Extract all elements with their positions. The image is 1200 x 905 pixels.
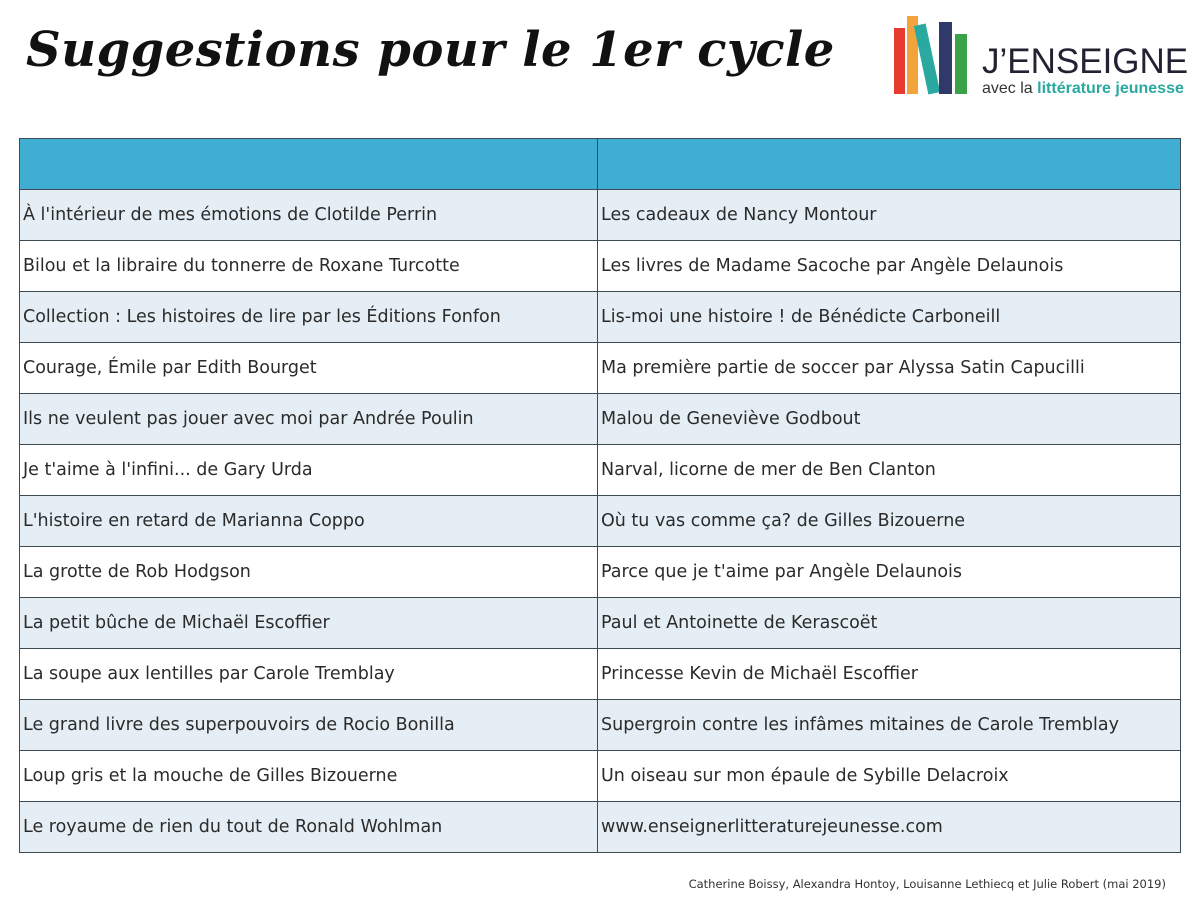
table-row xyxy=(20,394,1181,445)
table-row xyxy=(20,445,1181,496)
logo-tagline xyxy=(982,80,1184,98)
book-title-left: Courage, Émile par Edith Bourget xyxy=(20,343,598,394)
book-title-right: Ma première partie de soccer par Alyssa Satin Capucilli xyxy=(598,343,1181,394)
book-title-right: Narval, licorne de mer de Ben Clanton xyxy=(598,445,1181,496)
book-title-right: Supergroin contre les infâmes mitaines de Carole Tremblay xyxy=(598,700,1181,751)
book-title-right: Lis-moi une histoire ! de Bénédicte Carboneill xyxy=(598,292,1181,343)
authors-credit: Catherine Boissy, Alexandra Hontoy, Louisanne Lethiecq et Julie Robert (mai 2019) xyxy=(688,877,1166,891)
table-row xyxy=(20,649,1181,700)
book-title-left: La soupe aux lentilles par Carole Tremblay xyxy=(20,649,598,700)
table-row xyxy=(20,496,1181,547)
book-title-left: La petit bûche de Michaël Escoffier xyxy=(20,598,598,649)
book-title-left: L'histoire en retard de Marianna Coppo xyxy=(20,496,598,547)
book-title-right: Les cadeaux de Nancy Montour xyxy=(598,190,1181,241)
book-navy xyxy=(939,22,952,94)
header-cell xyxy=(598,139,1181,190)
book-title-left: Ils ne veulent pas jouer avec moi par Andrée Poulin xyxy=(20,394,598,445)
book-title-left: Je t'aime à l'infini... de Gary Urda xyxy=(20,445,598,496)
book-green xyxy=(955,34,967,94)
book-title-left: Bilou et la libraire du tonnerre de Roxane Turcotte xyxy=(20,241,598,292)
logo-tagline-prefix: avec la xyxy=(982,80,1038,97)
book-title-right: Les livres de Madame Sacoche par Angèle Delaunois xyxy=(598,241,1181,292)
book-title-right: www.enseignerlitteraturejeunesse.com xyxy=(598,802,1181,853)
book-title-left: Le royaume de rien du tout de Ronald Wohlman xyxy=(20,802,598,853)
table-row xyxy=(20,598,1181,649)
brand-logo xyxy=(892,14,1189,100)
book-title-left: À l'intérieur de mes émotions de Clotilde Perrin xyxy=(20,190,598,241)
book-title-left: Le grand livre des superpouvoirs de Rocio Bonilla xyxy=(20,700,598,751)
table-row xyxy=(20,700,1181,751)
book-title-right: Paul et Antoinette de Kerascoët xyxy=(598,598,1181,649)
book-title-right: Malou de Geneviève Godbout xyxy=(598,394,1181,445)
header-cell xyxy=(20,139,598,190)
book-title-right: Parce que je t'aime par Angèle Delaunois xyxy=(598,547,1181,598)
book-title-right: Princesse Kevin de Michaël Escoffier xyxy=(598,649,1181,700)
logo-wordmark: J’ENSEIGNE xyxy=(982,42,1189,81)
table-row xyxy=(20,751,1181,802)
book-title-left: La grotte de Rob Hodgson xyxy=(20,547,598,598)
table-row xyxy=(20,802,1181,853)
table-header-row xyxy=(20,139,1181,190)
table-row xyxy=(20,190,1181,241)
books-logo-icon xyxy=(892,14,978,100)
table-row xyxy=(20,241,1181,292)
book-title-right: Un oiseau sur mon épaule de Sybille Delacroix xyxy=(598,751,1181,802)
table-row xyxy=(20,547,1181,598)
book-title-right: Où tu vas comme ça? de Gilles Bizouerne xyxy=(598,496,1181,547)
book-list-table xyxy=(19,138,1181,853)
book-red xyxy=(894,28,905,94)
page-title: Suggestions pour le 1er cycle xyxy=(26,22,835,78)
book-title-left: Loup gris et la mouche de Gilles Bizouerne xyxy=(20,751,598,802)
logo-tagline-accent: littérature jeunesse xyxy=(1037,80,1184,97)
table-row xyxy=(20,292,1181,343)
table-row xyxy=(20,343,1181,394)
book-title-left: Collection : Les histoires de lire par les Éditions Fonfon xyxy=(20,292,598,343)
